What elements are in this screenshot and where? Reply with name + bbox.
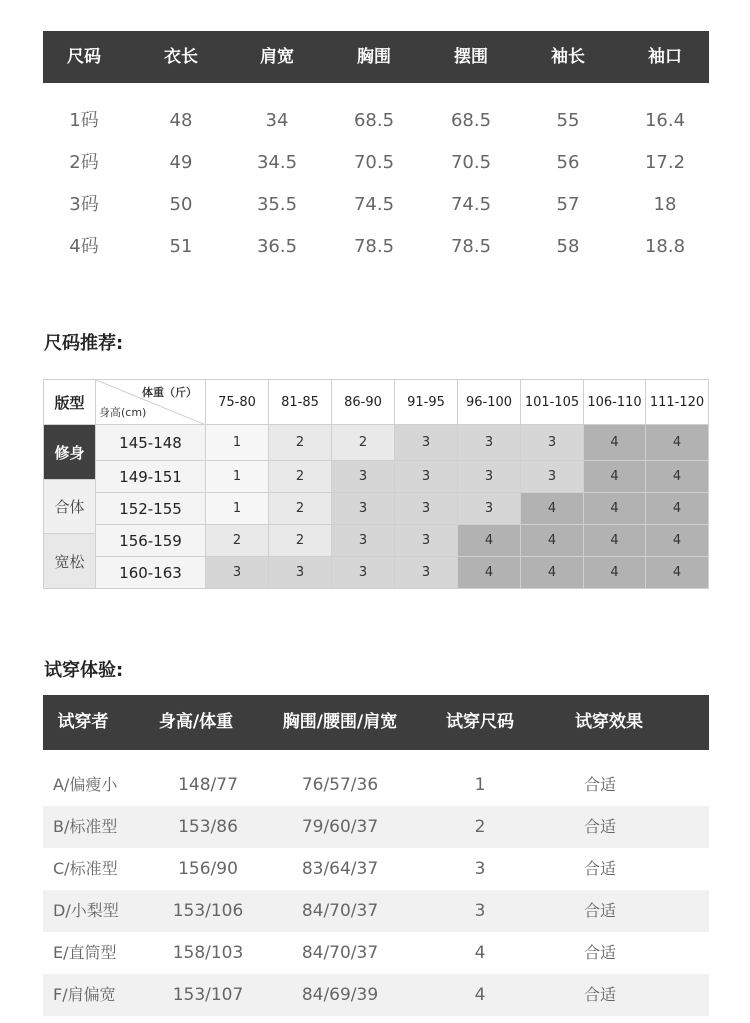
recommended-size-cell: 1 (206, 461, 269, 493)
recommended-size-cell: 4 (584, 493, 646, 525)
size-table-cell: 34.5 (256, 152, 298, 173)
size-table-cell: 18 (653, 194, 677, 215)
weight-range-header: 86-90 (332, 380, 395, 425)
size-table-row (0, 226, 750, 268)
tryon-table-cell: 79/60/37 (301, 817, 379, 837)
recommended-size-cell: 3 (332, 461, 395, 493)
tryon-table-cell: F/肩偏宽 (53, 985, 116, 1004)
tryon-table-cell: 3 (474, 859, 486, 879)
size-table-cell: 17.2 (644, 152, 686, 173)
size-table-cell: 2码 (69, 152, 99, 173)
tryon-table-cell: 3 (474, 901, 486, 921)
tryon-table-row (43, 974, 709, 1016)
tryon-table-cell: 153/107 (172, 985, 244, 1005)
size-table-cell: 35.5 (256, 194, 298, 215)
tryon-table-cell: 158/103 (172, 943, 244, 963)
grid-corner-cell (96, 380, 206, 425)
recommended-size-cell: 4 (646, 425, 709, 461)
size-header-cell: 胸围 (357, 47, 391, 67)
recommended-size-cell: 4 (584, 525, 646, 557)
size-table-cell: 78.5 (450, 236, 492, 257)
size-table-cell: 3码 (69, 194, 99, 215)
recommended-size-cell: 2 (269, 425, 332, 461)
size-table-cell: 68.5 (353, 110, 395, 131)
fit-type-header: 版型 (44, 380, 96, 425)
tryon-table-cell: 153/86 (178, 817, 238, 837)
recommended-size-cell: 2 (269, 525, 332, 557)
tryon-table-cell: 合适 (583, 859, 616, 878)
recommended-size-cell: 1 (206, 425, 269, 461)
size-header-cell: 袖长 (551, 47, 585, 67)
tryon-header-cell: 胸围/腰围/肩宽 (282, 712, 398, 732)
weight-range-header: 106-110 (584, 380, 646, 425)
recommended-size-cell: 4 (521, 525, 584, 557)
size-header-cell: 衣长 (164, 47, 198, 67)
recommended-size-cell: 3 (521, 461, 584, 493)
size-table-cell: 4码 (69, 236, 99, 257)
recommended-size-cell: 3 (521, 425, 584, 461)
height-range-cell: 149-151 (96, 461, 206, 493)
tryon-table-cell: 合适 (583, 943, 616, 962)
recommended-size-cell: 3 (395, 525, 458, 557)
tryon-table-row (43, 890, 709, 932)
size-table-cell: 74.5 (450, 194, 492, 215)
size-table-cell: 49 (169, 152, 193, 173)
height-range-cell: 152-155 (96, 493, 206, 525)
weight-range-header: 96-100 (458, 380, 521, 425)
tryon-header-cell: 试穿者 (57, 712, 109, 732)
size-table-cell: 1码 (69, 110, 99, 131)
recommended-size-cell: 4 (458, 525, 521, 557)
recommended-size-cell: 1 (206, 493, 269, 525)
tryon-table-cell: 合适 (583, 985, 616, 1004)
recommended-size-cell: 4 (646, 461, 709, 493)
recommended-size-cell: 4 (646, 525, 709, 557)
tryon-table-cell: 4 (474, 985, 486, 1005)
recommended-size-cell: 2 (269, 493, 332, 525)
corner-height-label: 身高(cm) (99, 406, 147, 419)
tryon-table-cell: 76/57/36 (301, 775, 379, 795)
size-table-cell: 57 (556, 194, 580, 215)
size-table-cell: 56 (556, 152, 580, 173)
size-table-cell: 74.5 (353, 194, 395, 215)
recommended-size-cell: 2 (269, 461, 332, 493)
weight-range-header: 111-120 (646, 380, 709, 425)
recommended-size-cell: 3 (395, 557, 458, 589)
size-table-cell: 34 (265, 110, 289, 131)
size-table-cell: 36.5 (256, 236, 298, 257)
corner-weight-label: 体重（斤） (142, 386, 197, 399)
recommended-size-cell: 3 (332, 493, 395, 525)
tryon-table-cell: B/标准型 (53, 817, 118, 836)
recommended-size-cell: 4 (458, 557, 521, 589)
recommended-size-cell: 3 (332, 525, 395, 557)
recommended-size-cell: 3 (395, 493, 458, 525)
tryon-table-cell: 83/64/37 (301, 859, 379, 879)
size-recommend-title: 尺码推荐: (44, 333, 124, 354)
size-table-cell: 78.5 (353, 236, 395, 257)
size-table-cell: 55 (556, 110, 580, 131)
size-table-cell: 48 (169, 110, 193, 131)
size-table-row (0, 184, 750, 226)
tryon-table-row (43, 848, 709, 890)
size-header-cell: 肩宽 (260, 47, 294, 67)
size-table-cell: 70.5 (450, 152, 492, 173)
recommended-size-cell: 4 (584, 461, 646, 493)
recommended-size-cell: 3 (395, 461, 458, 493)
recommended-size-cell: 4 (521, 557, 584, 589)
size-table-header (43, 31, 709, 83)
tryon-table-cell: 合适 (583, 817, 616, 836)
recommended-size-cell: 3 (332, 557, 395, 589)
tryon-table-cell: 合适 (583, 775, 616, 794)
tryon-table-cell: 合适 (583, 901, 616, 920)
weight-range-header: 75-80 (206, 380, 269, 425)
recommended-size-cell: 3 (458, 425, 521, 461)
recommended-size-cell: 3 (458, 461, 521, 493)
tryon-table-cell: D/小梨型 (53, 901, 119, 920)
size-header-cell: 尺码 (67, 47, 101, 67)
tryon-table-cell: 156/90 (178, 859, 238, 879)
recommended-size-cell: 3 (206, 557, 269, 589)
size-recommend-grid (43, 379, 709, 589)
size-table-cell: 70.5 (353, 152, 395, 173)
size-table-cell: 50 (169, 194, 193, 215)
weight-range-header: 101-105 (521, 380, 584, 425)
weight-range-header: 91-95 (395, 380, 458, 425)
recommended-size-cell: 4 (584, 557, 646, 589)
size-table-row (0, 142, 750, 184)
tryon-table-header (43, 695, 709, 750)
recommended-size-cell: 4 (584, 425, 646, 461)
tryon-table-cell: E/直筒型 (53, 943, 117, 962)
fit-type-cell: 合体 (44, 480, 96, 534)
size-table-row (0, 100, 750, 142)
tryon-header-cell: 试穿效果 (575, 712, 643, 732)
tryon-table-cell: 2 (474, 817, 486, 837)
tryon-table-cell: 1 (474, 775, 486, 795)
recommended-size-cell: 4 (521, 493, 584, 525)
tryon-table-cell: A/偏瘦小 (53, 775, 118, 794)
size-table-cell: 16.4 (644, 110, 686, 131)
recommended-size-cell: 4 (646, 493, 709, 525)
tryon-table-cell: 84/70/37 (301, 901, 379, 921)
height-range-cell: 156-159 (96, 525, 206, 557)
tryon-table-cell: 84/69/39 (301, 985, 379, 1005)
tryon-table-cell: 148/77 (178, 775, 238, 795)
tryon-table-cell: 84/70/37 (301, 943, 379, 963)
recommended-size-cell: 3 (458, 493, 521, 525)
size-table-cell: 58 (556, 236, 580, 257)
tryon-table-cell: C/标准型 (53, 859, 118, 878)
recommended-size-cell: 3 (395, 425, 458, 461)
tryon-table-cell: 153/106 (172, 901, 244, 921)
size-table-cell: 18.8 (644, 236, 686, 257)
size-table-cell: 68.5 (450, 110, 492, 131)
fit-type-cell: 修身 (44, 425, 96, 480)
fit-type-cell: 宽松 (44, 534, 96, 589)
tryon-header-cell: 试穿尺码 (446, 712, 514, 732)
recommended-size-cell: 4 (646, 557, 709, 589)
tryon-title: 试穿体验: (44, 660, 124, 681)
height-range-cell: 145-148 (96, 425, 206, 461)
recommended-size-cell: 2 (206, 525, 269, 557)
tryon-header-cell: 身高/体重 (158, 712, 234, 732)
size-table-cell: 51 (169, 236, 193, 257)
height-range-cell: 160-163 (96, 557, 206, 589)
size-header-cell: 袖口 (648, 47, 682, 67)
tryon-table-cell: 4 (474, 943, 486, 963)
size-header-cell: 摆围 (454, 47, 488, 67)
tryon-table-row (43, 764, 709, 806)
recommended-size-cell: 2 (332, 425, 395, 461)
recommended-size-cell: 3 (269, 557, 332, 589)
tryon-table-row (43, 806, 709, 848)
weight-range-header: 81-85 (269, 380, 332, 425)
tryon-table-row (43, 932, 709, 974)
